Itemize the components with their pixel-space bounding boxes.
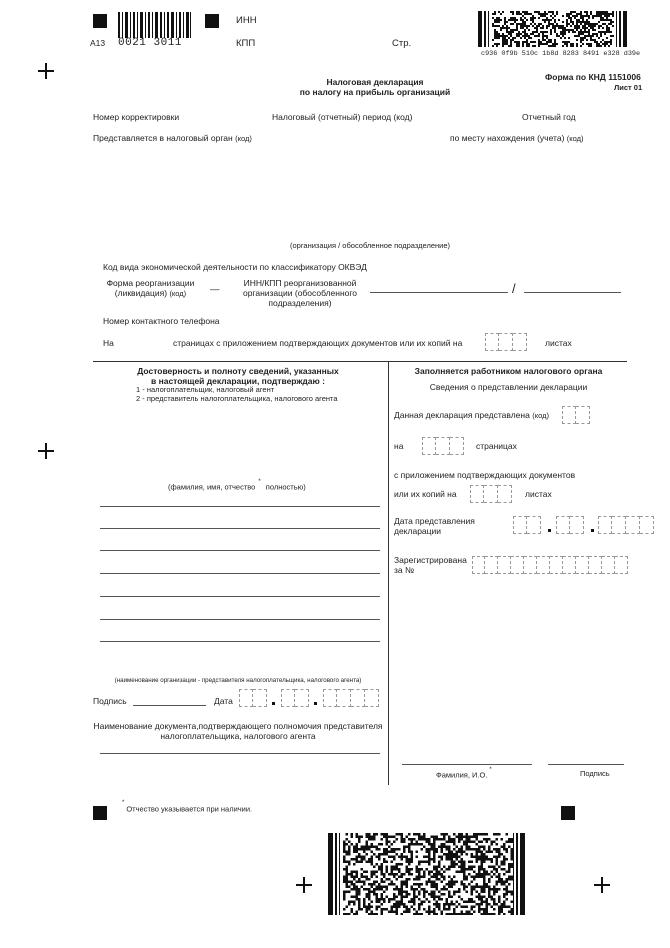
date-dot bbox=[548, 529, 551, 532]
sub-date-year-cells[interactable] bbox=[598, 516, 654, 534]
submitted-label: Данная декларация представлена (код) bbox=[394, 410, 549, 420]
kpp-label: КПП bbox=[236, 38, 256, 49]
pages-label: страницах bbox=[476, 441, 517, 451]
fio-caption: (фамилия, имя, отчество* полностью) bbox=[168, 479, 306, 492]
reorg-form-label: Форма реорганизации (ликвидация) (код) bbox=[106, 278, 195, 299]
on-label: На bbox=[103, 338, 114, 348]
officer-name-caption: Фамилия, И.О.* bbox=[436, 767, 492, 780]
linear-barcode bbox=[118, 12, 192, 38]
okved-label: Код вида экономической деятельности по классификатору ОКВЭД bbox=[103, 262, 367, 272]
form-code: Форма по КНД 1151006 bbox=[545, 72, 641, 82]
title-line2: по налогу на прибыль организаций bbox=[299, 87, 451, 98]
option-2: 2 - представитель налогоплательщика, налогового агента bbox=[136, 394, 338, 403]
tax-officer-heading: Заполняется работником налогового органа bbox=[414, 366, 603, 376]
or-copies-label: или их копий на bbox=[394, 489, 457, 499]
dash: — bbox=[210, 284, 220, 295]
officer-signature-caption: Подпись bbox=[580, 769, 610, 778]
reorg-inn-kpp-label: ИНН/КПП реорганизованной организации (обособленного подразделения) bbox=[242, 278, 358, 309]
sub-date-month-cells[interactable] bbox=[556, 516, 584, 534]
slash: / bbox=[512, 281, 516, 296]
submission-code-cells[interactable] bbox=[562, 406, 590, 424]
signature-line[interactable] bbox=[133, 705, 206, 706]
on-pages-label: на bbox=[394, 441, 404, 451]
registration-mark bbox=[93, 806, 107, 820]
org-rep-caption: (наименование организации - представителя налогоплательщика, налогового агента) bbox=[114, 677, 362, 684]
option-1: 1 - налогоплательщик, налоговый агент bbox=[136, 385, 275, 394]
column-divider bbox=[388, 361, 389, 785]
phone-label: Номер контактного телефона bbox=[103, 316, 220, 326]
date-month-cells[interactable] bbox=[281, 689, 309, 707]
registration-mark bbox=[93, 14, 107, 28]
registered-label: Зарегистрирована за № bbox=[394, 555, 467, 576]
location-label: по месту нахождения (учета) (код) bbox=[450, 133, 584, 143]
page-label: Стр. bbox=[392, 38, 412, 49]
barcode-number: 0021 3011 bbox=[118, 37, 182, 49]
pdf417-barcode bbox=[478, 11, 628, 47]
tax-authority-label: Представляется в налоговый орган (код) bbox=[93, 133, 252, 143]
pages-cells[interactable] bbox=[422, 437, 464, 455]
section-divider bbox=[93, 361, 627, 362]
signature-label: Подпись bbox=[93, 696, 127, 706]
sub-date-day-cells[interactable] bbox=[513, 516, 541, 534]
crosshair-icon bbox=[594, 877, 610, 893]
submission-date-label: Дата представления декларации bbox=[394, 516, 475, 537]
form-title bbox=[250, 77, 500, 97]
with-attachments-label: с приложением подтверждающих документов bbox=[394, 470, 576, 480]
page-code: А13 bbox=[90, 38, 106, 48]
date-day-cells[interactable] bbox=[239, 689, 267, 707]
date-dot bbox=[314, 702, 317, 705]
entry-line[interactable] bbox=[100, 641, 380, 642]
officer-signature-line[interactable] bbox=[548, 764, 624, 765]
sheet-number: Лист 01 bbox=[614, 83, 643, 92]
crosshair-icon bbox=[38, 443, 54, 459]
entry-line[interactable] bbox=[100, 506, 380, 507]
officer-name-line[interactable] bbox=[402, 764, 532, 765]
tax-period-label: Налоговый (отчетный) период (код) bbox=[272, 112, 413, 122]
registration-mark bbox=[205, 14, 219, 28]
submission-subheading: Сведения о представлении декларации bbox=[429, 382, 588, 392]
hash-text: c936 0f9b 510c 1b8d 8283 8491 e328 d39e bbox=[481, 50, 641, 58]
authority-doc-caption: Наименование документа,подтверждающего полномочия представителя налогоплательщика, налогового агента bbox=[93, 721, 383, 742]
org-caption: (организация / обособленное подразделение) bbox=[289, 241, 450, 250]
sheets-label: листах bbox=[545, 338, 572, 348]
inn-label: ИНН bbox=[236, 15, 257, 26]
entry-line[interactable] bbox=[100, 550, 380, 551]
copies-sheets-cells[interactable] bbox=[470, 485, 512, 503]
footnote: *Отчество указывается при наличии. bbox=[122, 800, 253, 814]
registration-mark bbox=[561, 806, 575, 820]
crosshair-icon bbox=[296, 877, 312, 893]
entry-line[interactable] bbox=[100, 619, 380, 620]
pages-text: страницах с приложением подтверждающих документов или их копий на bbox=[173, 338, 463, 348]
confirm-heading: Достоверность и полноту сведений, указанных в настоящей декларации, подтверждаю : bbox=[137, 366, 339, 387]
date-dot bbox=[591, 529, 594, 532]
copies-sheets-label: листах bbox=[525, 489, 552, 499]
reorg-kpp-line[interactable] bbox=[524, 292, 621, 293]
reorg-inn-line[interactable] bbox=[370, 292, 508, 293]
date-year-cells[interactable] bbox=[323, 689, 379, 707]
sheets-cells[interactable] bbox=[485, 333, 527, 351]
date-label: Дата bbox=[214, 696, 233, 706]
registration-number-cells[interactable] bbox=[472, 556, 628, 574]
report-year-label: Отчетный год bbox=[522, 112, 576, 122]
authority-doc-line[interactable] bbox=[100, 753, 380, 754]
date-dot bbox=[272, 702, 275, 705]
entry-line[interactable] bbox=[100, 573, 380, 574]
entry-line[interactable] bbox=[100, 528, 380, 529]
correction-number-label: Номер корректировки bbox=[93, 112, 180, 122]
bottom-2d-barcode bbox=[328, 833, 525, 915]
crosshair-icon bbox=[38, 63, 54, 79]
entry-line[interactable] bbox=[100, 596, 380, 597]
title-line1: Налоговая декларация bbox=[326, 77, 424, 87]
